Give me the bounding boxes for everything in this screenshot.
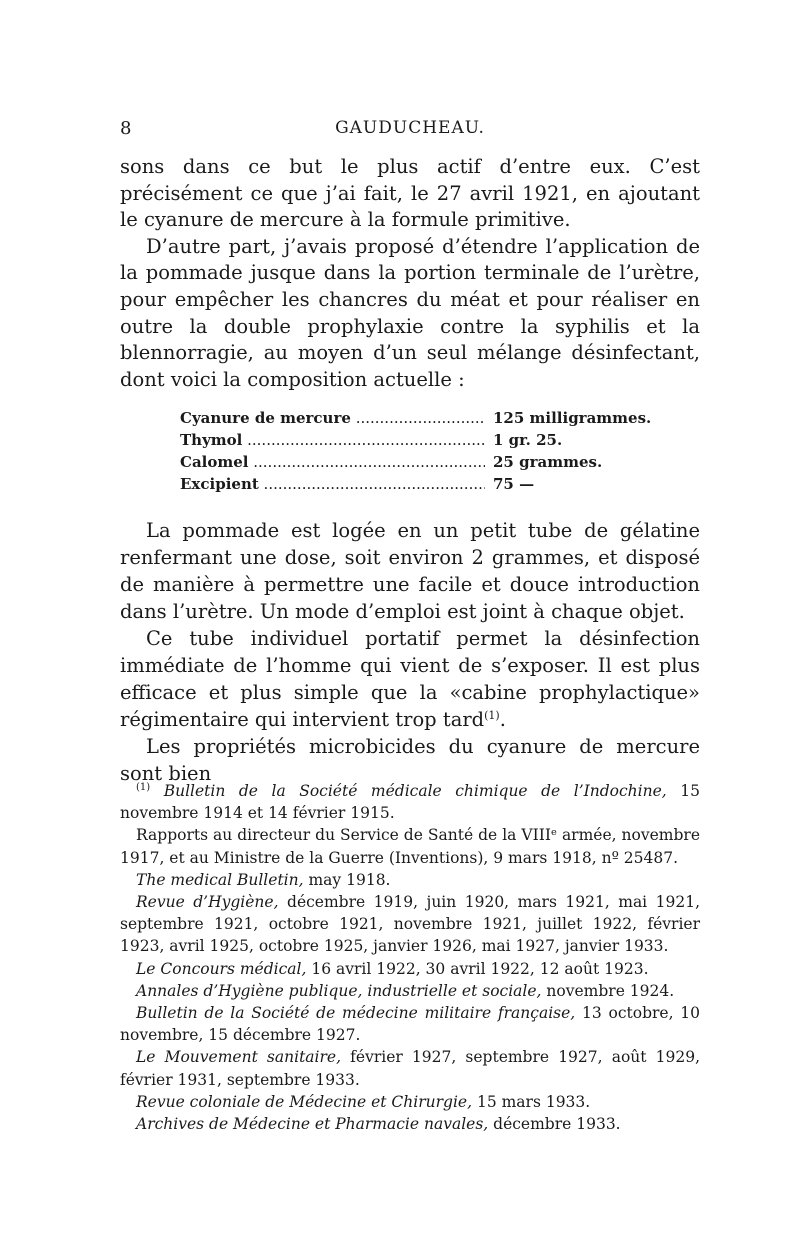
body-text-upper	[120, 154, 700, 393]
paragraph-4-text: Ce tube individuel portatif permet la désinfection immédiate de l’homme qui vient de s’exposer. Il est plus efficace et plus simple que la «cabine prophylactique» régimentaire qui intervient trop tard	[120, 627, 700, 731]
ingredient-name: Cyanure de mercure .....	[180, 407, 485, 429]
paragraph-4-end: .	[499, 708, 506, 731]
footnote-3	[120, 869, 700, 891]
footnote-9	[120, 1091, 700, 1113]
citation-title: Revue coloniale de Médecine et Chirurgie,	[136, 1092, 473, 1111]
ingredient-name: Excipient .....	[180, 473, 485, 495]
footnote-marker: (1)	[136, 782, 151, 793]
citation-title: Bulletin de la Société de médecine militaire française,	[136, 1004, 576, 1023]
paragraph-5: Les propriétés microbicides du cyanure de mercure sont bien	[120, 735, 700, 785]
ingredient-quantity: 75 —	[493, 475, 535, 493]
citation-dates: novembre 1924.	[546, 981, 675, 1000]
citation-title: The medical Bulletin,	[136, 870, 304, 889]
footnote-4	[120, 891, 700, 958]
citation-title: Bulletin de la Société médicale chimique de l’Indochine,	[163, 782, 667, 800]
citation-dates: décembre 1933.	[493, 1115, 621, 1134]
paragraph-4	[120, 625, 700, 733]
footnote-5	[120, 958, 700, 980]
citation-dates: 15 mars 1933.	[476, 1092, 591, 1111]
ingredient-name: Thymol .....	[180, 429, 485, 451]
citation-dates: février 1927, septembre 1927, août 1929, février 1931, septembre 1933.	[120, 1048, 700, 1089]
ingredient-quantity: 1 gr. 25.	[493, 431, 563, 449]
citation-dates: décembre 1919, juin 1920, mars 1921, mai 1921, septembre 1921, octobre 1921, novembre 1921, juillet 1922, février 1923, avril 1925, octobre 1925, janvier 1926, mai 1927, janvier 1933.	[120, 893, 701, 956]
formula-table	[180, 407, 650, 495]
citation-dates: may 1918.	[308, 870, 391, 889]
formula-row	[180, 407, 650, 429]
footnote-6	[120, 980, 700, 1002]
ingredient-name: Calomel .....	[180, 451, 485, 473]
paragraph-2: D’autre part, j’avais proposé d’étendre l’application de la pommade jusque dans la portion terminale de l’urètre, pour empêcher les chancres du méat et pour réaliser en outre la double prophylaxie contre la syphilis et la blennorragie, au moyen d’un seul mélange désinfectant, dont voici la composition actuelle :	[120, 234, 700, 391]
citation-title: Revue d’Hygiène,	[136, 893, 279, 912]
footnote-1	[120, 780, 700, 824]
citation-title: Le Concours médical,	[136, 959, 307, 978]
citation-dates: 16 avril 1922, 30 avril 1922, 12 août 1923.	[311, 959, 649, 978]
footnote-2: Rapports au directeur du Service de Santé de la VIIIᵉ armée, novembre 1917, et au Ministre de la Guerre (Inventions), 9 mars 1918, nº 25487.	[120, 826, 700, 867]
paragraph-3: La pommade est logée en un petit tube de gélatine renfermant une dose, soit environ 2 grammes, et disposé de manière à permettre une facile et douce introduction dans l’urètre. Un mode d’emploi est joint à chaque objet.	[120, 519, 700, 623]
footnote-10	[120, 1113, 700, 1135]
citation-title: Le Mouvement sanitaire,	[136, 1048, 342, 1067]
formula-row	[180, 451, 650, 473]
citation-title: Annales d’Hygiène publique, industrielle et sociale,	[136, 981, 542, 1000]
formula-row	[180, 473, 650, 495]
footnote-8	[120, 1046, 700, 1090]
citation-title: Archives de Médecine et Pharmacie navales,	[136, 1115, 489, 1134]
paragraph-1: sons dans ce but le plus actif d’entre eux. C’est précisément ce que j’ai fait, le 27 avril 1921, en ajoutant le cyanure de mercure à la formule primitive.	[120, 155, 700, 232]
ingredient-quantity: 125 milligrammes.	[493, 409, 652, 427]
ingredient-quantity: 25 grammes.	[493, 453, 603, 471]
footnote-7	[120, 1002, 700, 1046]
footnotes	[120, 780, 700, 1135]
footnote-ref: (1)	[484, 709, 500, 722]
body-text-lower	[120, 517, 700, 787]
running-head-author: GAUDUCHEAU.	[335, 118, 485, 138]
formula-row	[180, 429, 650, 451]
citation-dates: 13 octobre, 10 novembre, 15 décembre 1927.	[120, 1004, 700, 1045]
citation-dates: 15 novembre 1914 et 14 février 1915.	[120, 782, 700, 823]
running-head	[120, 118, 700, 142]
page-number: 8	[120, 118, 132, 139]
